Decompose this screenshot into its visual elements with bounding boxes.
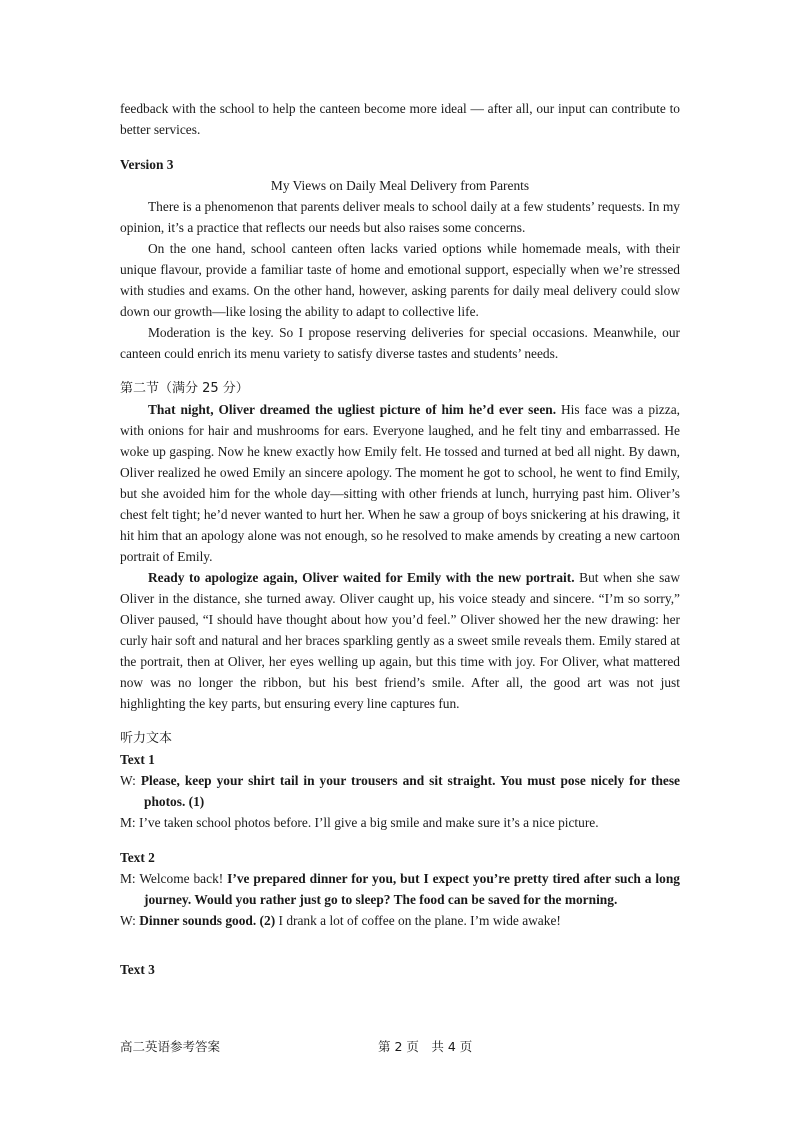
footer-page-number: 第 2 页 共 4 页 bbox=[378, 1039, 473, 1054]
speaker-w: W: bbox=[120, 913, 136, 928]
text1-line-m bbox=[120, 812, 680, 833]
text1-line-w bbox=[120, 770, 680, 812]
story-paragraph-1 bbox=[120, 399, 680, 567]
text3-heading: Text 3 bbox=[120, 962, 155, 977]
intro-paragraph: feedback with the school to help the canteen become more ideal — after all, our input can contribute to better services. bbox=[120, 101, 680, 137]
story-paragraph-1-body: His face was a pizza, with onions for hair and mushrooms for ears. Everyone laughed, and he felt tiny and embarrassed. He woke up gasping. Now he knew exactly how Emily felt. He tossed and turned at bed all night. By dawn, Oliver realized he owed Emily an sincere apology. The moment he got to school, he went to find Emily, but she avoided him for the whole day—sitting with other friends at lunch, hurrying past him. Oliver’s chest felt tight; he’d never wanted to hurt her. When he saw a group of boys snickering at his drawing, it hit him that an apology alone was not enough, so he resolved to make amends by creating a new cartoon portrait of Emily. bbox=[120, 402, 680, 564]
speaker-w: W: bbox=[120, 773, 136, 788]
speaker-m: M: bbox=[120, 815, 136, 830]
story-paragraph-2-body: But when she saw Oliver in the distance, she turned away. Oliver caught up, his voice steady and sincere. “I’m so sorry,” Oliver paused, “I should have thought about how you’d feel.” Oliver showed her the new drawing: her curly hair soft and natural and her braces sparkling gently as a sweet smile reveals them. Emily stared at the portrait, then at Oliver, her eyes welling up again, but this time with joy. For Oliver, what mattered now was no longer the ribbon, but his best friend’s smile. After all, the good art was not just highlighting the key parts, but ensuring every line captures fun. bbox=[120, 570, 680, 711]
version3-heading: Version 3 bbox=[120, 157, 174, 172]
text1-heading: Text 1 bbox=[120, 752, 155, 767]
text2-line-m bbox=[120, 868, 680, 910]
essay-paragraph-2: On the one hand, school canteen often lacks varied options while homemade meals, with their unique flavour, provide a familiar taste of home and emotional support, especially when we’re stressed with studies and exams. On the other hand, however, asking parents for daily meal delivery could slow down our growth—like losing the ability to adapt to collective life. bbox=[120, 241, 680, 319]
essay-title: My Views on Daily Meal Delivery from Parents bbox=[270, 178, 530, 193]
essay-paragraph-3: Moderation is the key. So I propose reserving deliveries for special occasions. Meanwhile, our canteen could enrich its menu variety to satisfy diverse tastes and students’ needs. bbox=[120, 325, 680, 361]
text2-line-w bbox=[120, 910, 680, 931]
essay-paragraph-1: There is a phenomenon that parents deliver meals to school daily at a few students’ requests. In my opinion, it’s a practice that reflects our needs but also raises some concerns. bbox=[120, 199, 680, 235]
story-paragraph-2 bbox=[120, 567, 680, 714]
page-content bbox=[120, 98, 680, 980]
page-footer bbox=[120, 1036, 680, 1058]
listening-heading: 听力文本 bbox=[120, 731, 173, 746]
text2-w-plain: I drank a lot of coffee on the plane. I’m wide awake! bbox=[278, 913, 561, 928]
text2-w-bold: Dinner sounds good. (2) bbox=[139, 913, 276, 928]
speaker-m: M: bbox=[120, 871, 136, 886]
footer-course-title: 高二英语参考答案 bbox=[120, 1039, 221, 1054]
text1-m-line: I’ve taken school photos before. I’ll give a big smile and make sure it’s a nice picture. bbox=[139, 815, 599, 830]
story-paragraph-1-opening: That night, Oliver dreamed the ugliest picture of him he’d ever seen. bbox=[148, 402, 557, 417]
section2-heading: 第二节（满分 25 分） bbox=[120, 381, 249, 396]
text1-w-line: Please, keep your shirt tail in your trousers and sit straight. You must pose nicely for these photos. (1) bbox=[140, 773, 680, 809]
text2-heading: Text 2 bbox=[120, 850, 155, 865]
story-paragraph-2-opening: Ready to apologize again, Oliver waited for Emily with the new portrait. bbox=[148, 570, 575, 585]
text2-m-bold: I’ve prepared dinner for you, but I expect you’re pretty tired after such a long journey. Would you rather just go to sleep? The food can be saved for the morning. bbox=[144, 871, 680, 907]
text2-m-plain: Welcome back! bbox=[139, 871, 224, 886]
